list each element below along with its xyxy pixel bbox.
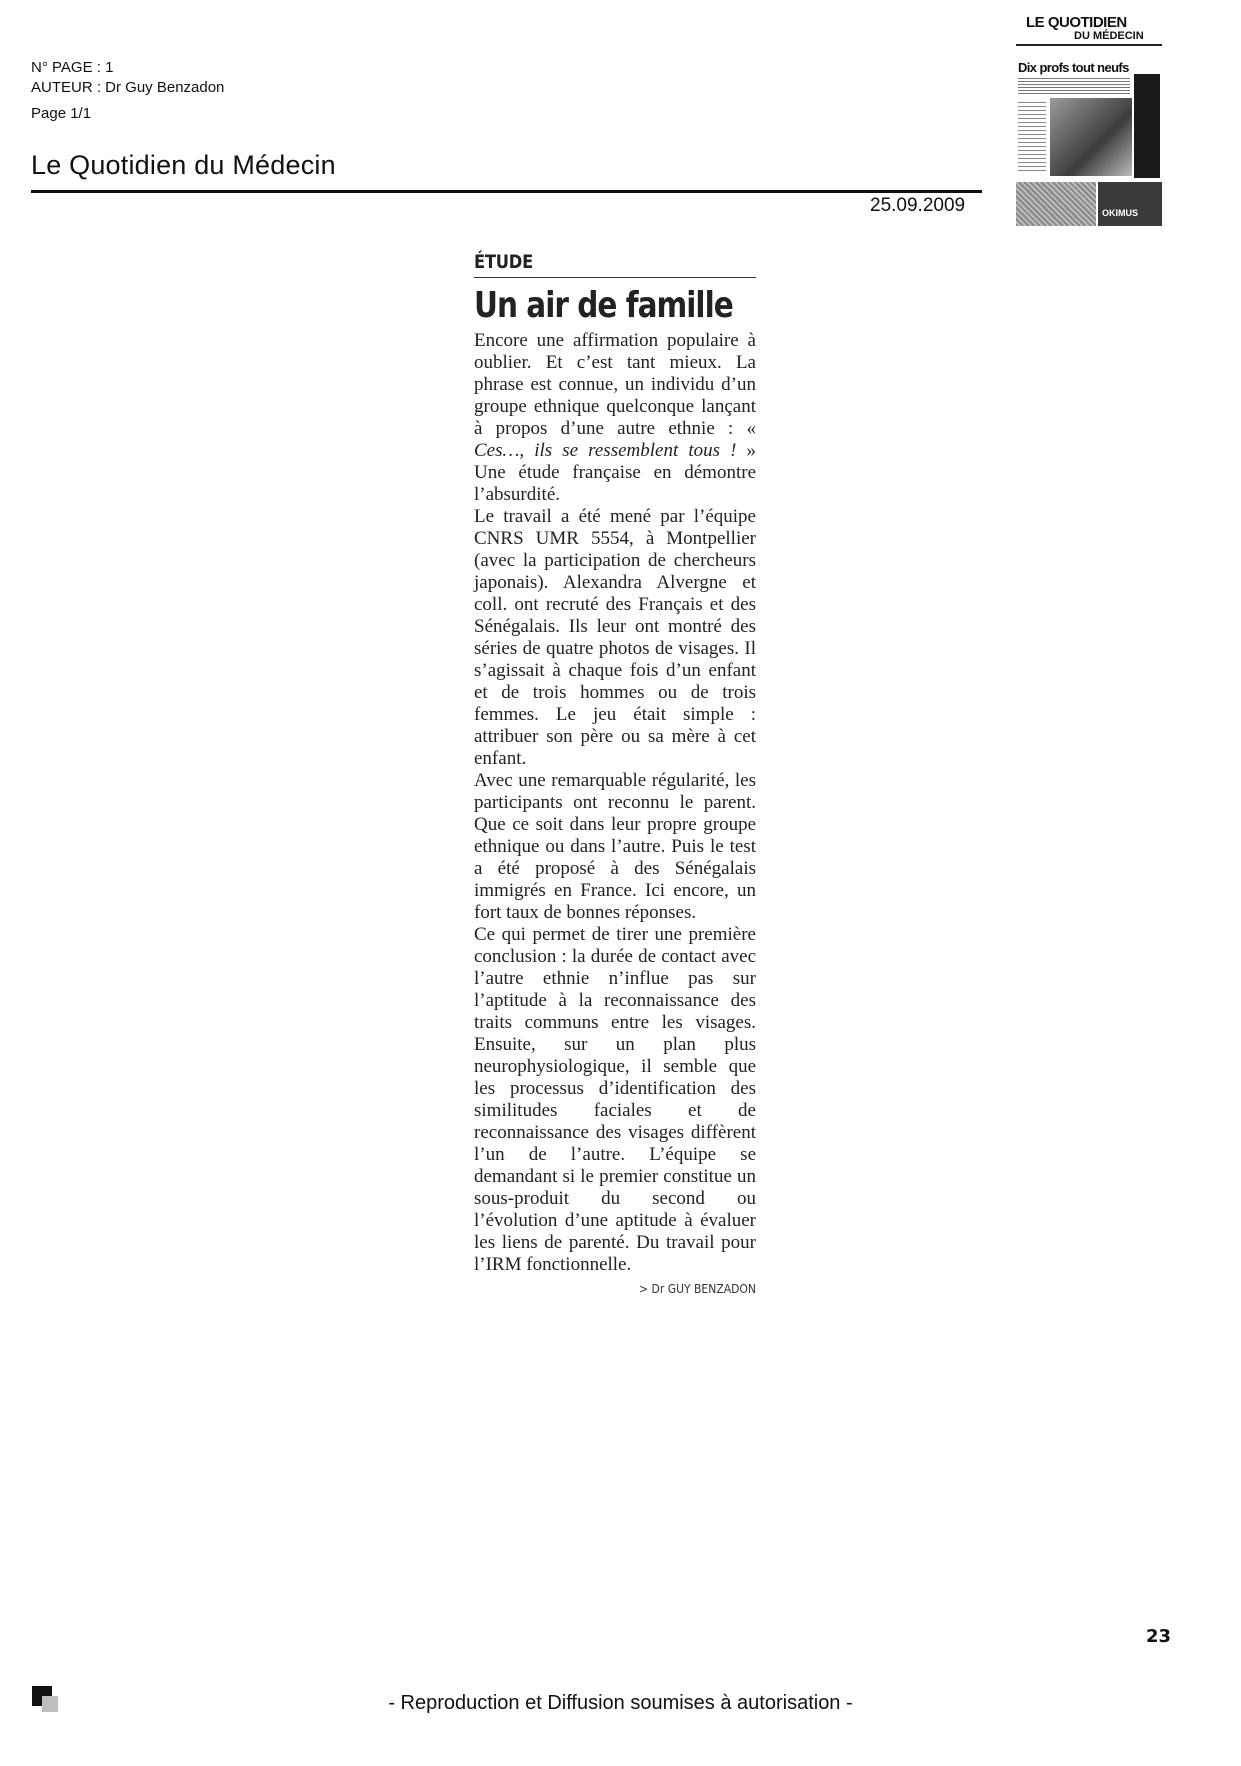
header-divider: [31, 190, 982, 193]
thumbnail-text-block: [1018, 78, 1130, 96]
section-label: ÉTUDE: [474, 251, 534, 273]
quoted-phrase: Ces…, ils se ressemblent tous !: [474, 440, 737, 461]
footer-notice: - Reproduction et Diffusion soumises à autorisation -: [388, 1692, 853, 1714]
article-byline: > Dr GUY BENZADON: [639, 1282, 756, 1296]
thumbnail-photo: [1050, 98, 1132, 176]
paragraph-text: Encore une affirmation populaire à oublier. Et c’est tant mieux. La phrase est connue, un individu d’un groupe ethnique quelconque lançant à propos d’une autre ethnie : «: [474, 330, 756, 439]
thumbnail-logo-sub: DU MÉDECIN: [1074, 30, 1144, 42]
article-paragraph: [474, 330, 756, 506]
article-body: [474, 330, 756, 1276]
section-divider: [474, 277, 756, 278]
article: [474, 250, 756, 1296]
page-count-label: Page 1/1: [31, 105, 92, 122]
thumbnail-text-column: [1018, 102, 1046, 174]
article-headline: Un air de famille: [474, 285, 733, 326]
paragraph-text: » Une étude française en démontre l’absurdité.: [474, 440, 757, 505]
page-number-label: N° PAGE : 1: [31, 59, 114, 76]
article-paragraph: Avec une remarquable régularité, les participants ont reconnu le parent. Que ce soit dans leur propre groupe ethnique ou dans l’autre. Puis le test a été proposé à des Sénégalais immigrés en France. Ici encore, un fort taux de bonnes réponses.: [474, 770, 756, 923]
publication-title: Le Quotidien du Médecin: [31, 150, 336, 180]
document-meta: [31, 58, 224, 124]
article-paragraph: Ce qui permet de tirer une première conclusion : la durée de contact avec l’autre ethnie n’influe pas sur l’aptitude à la reconnaissance des traits communs entre les visages. Ensuite, sur un plan plus neurophysiologique, il semble que les processus d’identification des similitudes faciales et de reconnaissance des visages diffèrent l’un de l’autre. L’équipe se demandant si le premier constitue un sous-produit du second ou l’évolution d’une aptitude à évaluer les liens de parenté. Du travail pour l’IRM fonctionnelle.: [474, 924, 756, 1275]
thumbnail-logo: LE QUOTIDIEN: [1026, 14, 1127, 31]
thumbnail-headline: Dix profs tout neufs: [1018, 60, 1129, 75]
thumbnail-ad-text: OKIMUS: [1102, 208, 1138, 218]
print-page-number: 23: [1146, 1626, 1172, 1647]
thumbnail-ad-pattern: [1016, 182, 1096, 226]
thumbnail-sidebar: [1134, 74, 1160, 178]
article-paragraph: Le travail a été mené par l’équipe CNRS UMR 5554, à Montpellier (avec la participation de chercheurs japonais). Alexandra Alvergne et coll. ont recruté des Français et des Sénégalais. Ils leur ont montré des séries de quatre photos de visages. Il s’agissait à chaque fois d’un enfant et de trois hommes ou de trois femmes. Le jeu était simple : attribuer son père ou sa mère à cet enfant.: [474, 506, 756, 769]
publication-date: 25.09.2009: [870, 195, 966, 216]
thumbnail-ad-dark: [1098, 182, 1162, 226]
thumbnail-rule: [1016, 44, 1162, 46]
front-page-thumbnail: [1016, 12, 1162, 228]
author-label: AUTEUR : Dr Guy Benzadon: [31, 79, 225, 96]
